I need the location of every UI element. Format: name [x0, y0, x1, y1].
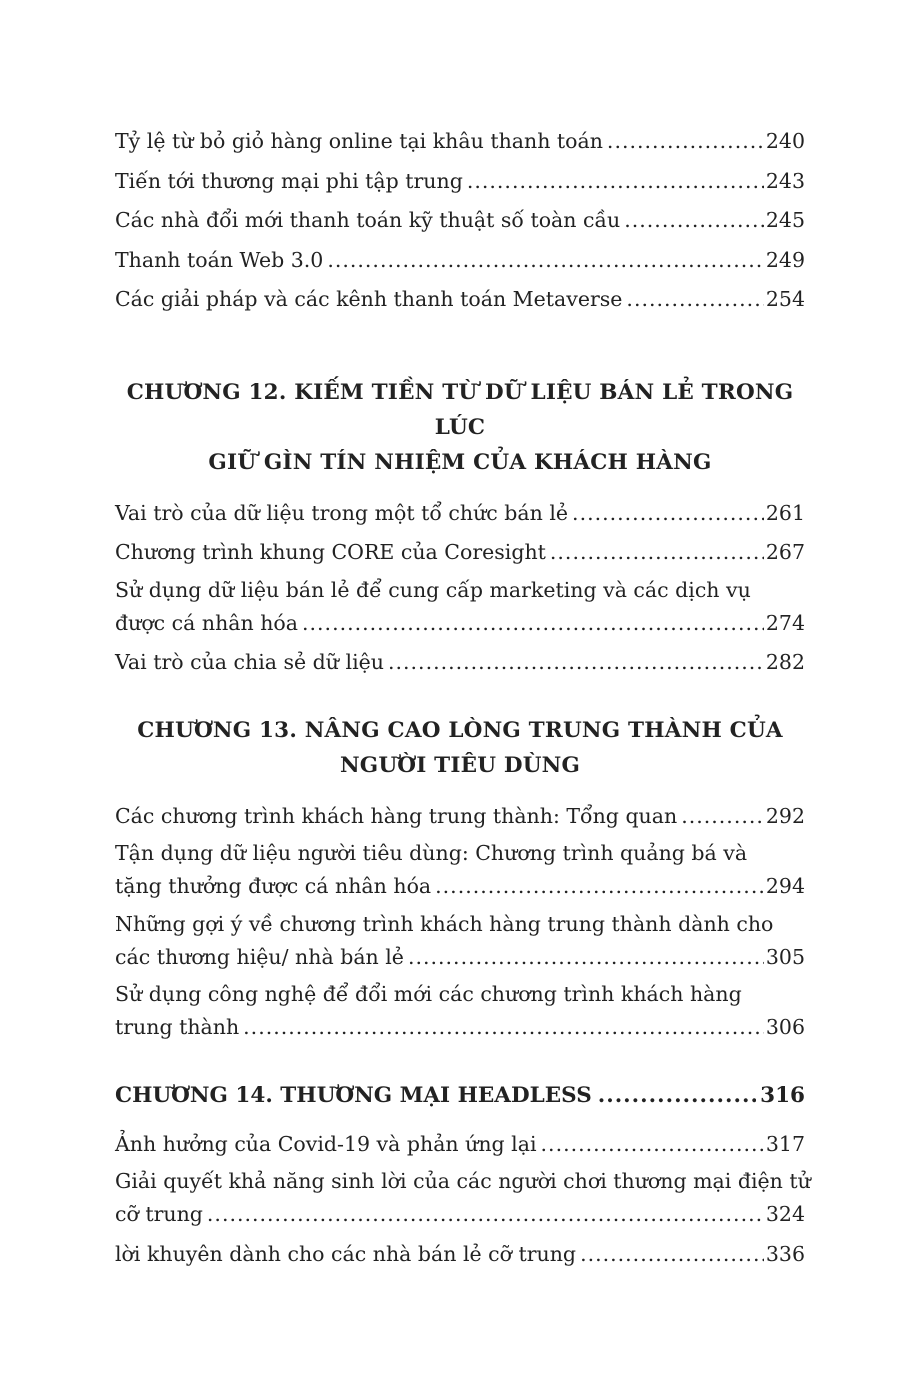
leader-dots [624, 201, 764, 241]
table-of-contents [115, 122, 811, 1274]
toc-entry[interactable] [115, 1164, 811, 1235]
entry-title: Vai trò của chia sẻ dữ liệu [115, 650, 384, 674]
entry-page: 294 [765, 874, 805, 898]
chapter-heading-title: CHƯƠNG 14. THƯƠNG MẠI HEADLESS [115, 1082, 592, 1108]
leader-dots [598, 1076, 756, 1116]
leader-dots [302, 604, 764, 644]
leader-dots [607, 122, 764, 162]
entry-title: lời khuyên dành cho các nhà bán lẻ cỡ trung [115, 1241, 577, 1266]
toc-entry[interactable] [115, 977, 805, 1048]
entry-title: Ảnh hưởng của Covid-19 và phản ứng lại [115, 1131, 537, 1156]
chapter-heading-line1: CHƯƠNG 12. KIẾM TIỀN TỪ DỮ LIỆU BÁN LẺ TRONG LÚC [126, 379, 794, 440]
entry-title: Chương trình khung CORE của Coresight [115, 540, 546, 564]
entry-page: 282 [765, 650, 805, 674]
toc-entry[interactable] [115, 533, 805, 573]
entry-title-line1: Sử dụng dữ liệu bán lẻ để cung cấp marketing và các dịch vụ [115, 577, 751, 602]
entry-title: trung thành [115, 1015, 240, 1039]
entry-title: Các chương trình khách hàng trung thành: Tổng quan [115, 803, 678, 828]
chapter-heading-line1: CHƯƠNG 13. NÂNG CAO LÒNG TRUNG THÀNH CỦA [137, 717, 783, 743]
chapter-heading-line2: NGƯỜI TIÊU DÙNG [339, 752, 581, 778]
chapter-heading-line2: GIỮ GÌN TÍN NHIỆM CỦA KHÁCH HÀNG [208, 449, 712, 475]
entry-page: 245 [765, 208, 805, 232]
toc-chapter-14 [115, 1076, 811, 1275]
entry-title: Các giải pháp và các kênh thanh toán Metaverse [115, 287, 623, 311]
leader-dots [243, 1008, 764, 1048]
toc-entry[interactable] [115, 797, 805, 837]
leader-dots [388, 643, 764, 683]
chapter-heading[interactable] [115, 713, 805, 783]
toc-entry[interactable] [115, 907, 805, 978]
entry-title-line1: Giải quyết khả năng sinh lời của các người chơi thương mại điện tử [115, 1169, 811, 1193]
entry-page: 317 [765, 1131, 805, 1156]
leader-dots [572, 494, 764, 534]
leader-dots [626, 280, 763, 320]
toc-section-a [115, 122, 805, 320]
entry-title-line1: Những gợi ý về chương trình khách hàng trung thành dành cho [115, 911, 774, 936]
leader-dots [550, 533, 764, 573]
entry-title: các thương hiệu/ nhà bán lẻ [115, 944, 404, 969]
entry-page: 243 [765, 168, 805, 193]
entry-title: tặng thưởng được cá nhân hóa [115, 874, 432, 898]
entry-page: 305 [765, 944, 805, 969]
toc-entry[interactable] [115, 201, 805, 241]
toc-entry[interactable] [115, 280, 805, 320]
toc-entry[interactable] [115, 162, 805, 202]
entry-title: Vai trò của dữ liệu trong một tổ chức bán lẻ [115, 500, 569, 525]
entry-page: 249 [765, 247, 805, 272]
entry-title-line1: Tận dụng dữ liệu người tiêu dùng: Chương trình quảng bá và [115, 841, 748, 865]
entry-title: Các nhà đổi mới thanh toán kỹ thuật số toàn cầu [115, 208, 621, 232]
leader-dots [435, 867, 764, 907]
toc-entry[interactable] [115, 573, 805, 644]
leader-dots [467, 162, 764, 202]
toc-chapter-12 [115, 375, 805, 683]
entry-title: cỡ trung [115, 1202, 203, 1226]
leader-dots [327, 241, 764, 281]
entry-page: 240 [765, 129, 805, 153]
leader-dots [681, 797, 764, 837]
toc-entry[interactable] [115, 241, 805, 281]
leader-dots [541, 1125, 764, 1165]
toc-entry[interactable] [115, 1125, 805, 1165]
toc-entry[interactable] [115, 836, 805, 907]
entry-page: 274 [765, 610, 805, 635]
entry-page: 324 [765, 1202, 805, 1226]
toc-entry[interactable] [115, 1235, 805, 1275]
toc-chapter-13 [115, 713, 805, 1048]
chapter-heading[interactable] [115, 1076, 805, 1116]
entry-title: được cá nhân hóa [115, 610, 298, 635]
chapter-heading[interactable] [115, 375, 805, 480]
entry-title-line1: Sử dụng công nghệ để đổi mới các chương trình khách hàng [115, 982, 742, 1006]
chapter-heading-page: 316 [760, 1082, 805, 1108]
entry-page: 254 [765, 287, 805, 311]
toc-entry[interactable] [115, 494, 805, 534]
entry-page: 267 [765, 540, 805, 564]
entry-page: 306 [765, 1015, 805, 1039]
entry-page: 336 [765, 1241, 805, 1266]
toc-entry[interactable] [115, 643, 805, 683]
entry-title: Thanh toán Web 3.0 [115, 247, 324, 272]
leader-dots [207, 1195, 764, 1235]
toc-entry[interactable] [115, 122, 805, 162]
entry-title: Tiến tới thương mại phi tập trung [115, 168, 463, 193]
entry-title: Tỷ lệ từ bỏ giỏ hàng online tại khâu thanh toán [115, 129, 603, 153]
entry-page: 261 [765, 500, 805, 525]
leader-dots [580, 1235, 764, 1275]
leader-dots [408, 938, 764, 978]
entry-page: 292 [765, 803, 805, 828]
